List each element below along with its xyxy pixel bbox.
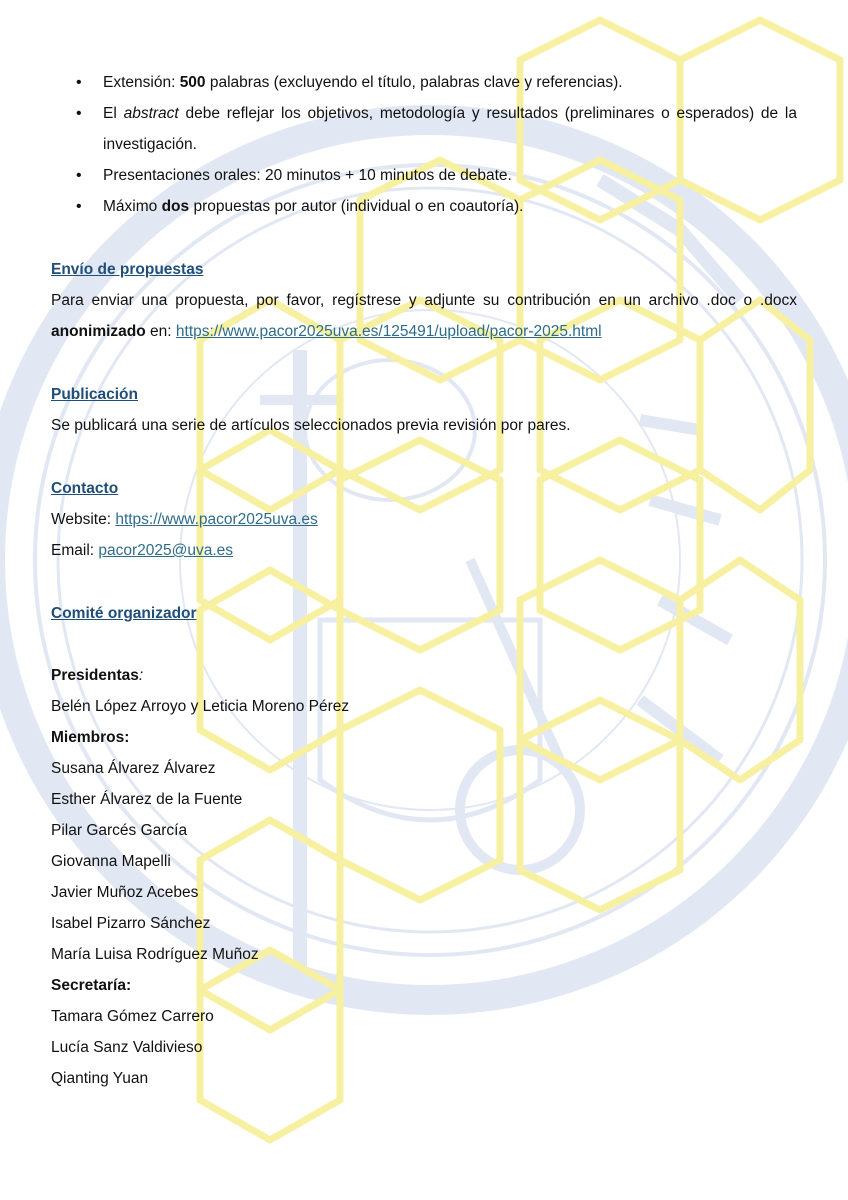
envio-heading: Envío de propuestas — [51, 261, 204, 278]
envio-paragraph — [51, 285, 797, 347]
bullet-text: El — [103, 105, 124, 122]
envio-bold: anonimizado — [51, 323, 146, 340]
secretaria-label: Secretaría: — [51, 977, 132, 994]
website-label: Website: — [51, 511, 116, 528]
presidentas-colon: : — [138, 667, 144, 684]
presidentas-label — [51, 660, 797, 691]
email-label: Email: — [51, 542, 99, 559]
publicacion-heading: Publicación — [51, 386, 138, 403]
website-line — [51, 504, 797, 535]
envio-text: en: — [145, 323, 176, 340]
list-item — [51, 67, 797, 98]
bullet-bold: 500 — [179, 74, 206, 91]
bullet-text: Máximo — [103, 198, 162, 215]
bullet-italic: abstract — [123, 105, 179, 122]
list-item — [51, 191, 797, 222]
publicacion-section — [51, 379, 797, 441]
bullet-text: debe reflejar los objetivos, metodología y resultados (preliminares o esperados) de la investigación. — [103, 105, 797, 153]
email-line — [51, 535, 797, 566]
list-item: Susana Álvarez Álvarez — [51, 760, 216, 777]
bullet-text: propuestas por autor (individual o en coautoría). — [189, 198, 524, 215]
comite-section — [51, 598, 797, 1094]
envio-text: Para enviar una propuesta, por favor, regístrese y adjunte su contribución en un archivo .doc o .docx — [51, 292, 797, 309]
contacto-heading: Contacto — [51, 480, 119, 497]
document-body — [51, 67, 797, 1094]
bullet-text: Extensión: — [103, 74, 180, 91]
list-item: Qianting Yuan — [51, 1070, 149, 1087]
list-item: Lucía Sanz Valdivieso — [51, 1039, 203, 1056]
presidentas-label-text: Presidentas — [51, 667, 139, 684]
list-item: Tamara Gómez Carrero — [51, 1008, 214, 1025]
comite-heading: Comité organizador — [51, 605, 197, 622]
email-link[interactable]: pacor2025@uva.es — [98, 542, 234, 559]
bullet-text: palabras (excluyendo el título, palabras clave y referencias). — [205, 74, 623, 91]
list-item — [51, 160, 797, 191]
website-link[interactable]: https://www.pacor2025uva.es — [115, 511, 318, 528]
list-item: Esther Álvarez de la Fuente — [51, 791, 243, 808]
miembros-label: Miembros: — [51, 729, 130, 746]
list-item: Giovanna Mapelli — [51, 853, 171, 870]
bullet-bold: dos — [161, 198, 190, 215]
requirements-list — [51, 67, 797, 222]
list-item: Pilar Garcés García — [51, 822, 188, 839]
list-item: María Luisa Rodríguez Muñoz — [51, 946, 259, 963]
list-item — [51, 98, 797, 160]
bullet-text: Presentaciones orales: 20 minutos + 10 minutos de debate. — [103, 167, 512, 184]
envio-section — [51, 254, 797, 347]
presidentas-names: Belén López Arroyo y Leticia Moreno Pérez — [51, 698, 350, 715]
publicacion-paragraph: Se publicará una serie de artículos seleccionados previa revisión por pares. — [51, 417, 571, 434]
upload-link[interactable]: https://www.pacor2025uva.es/125491/upload/pacor-2025.html — [175, 323, 602, 340]
contacto-section — [51, 473, 797, 566]
list-item: Javier Muñoz Acebes — [51, 884, 199, 901]
spacer — [51, 629, 797, 660]
list-item: Isabel Pizarro Sánchez — [51, 915, 211, 932]
